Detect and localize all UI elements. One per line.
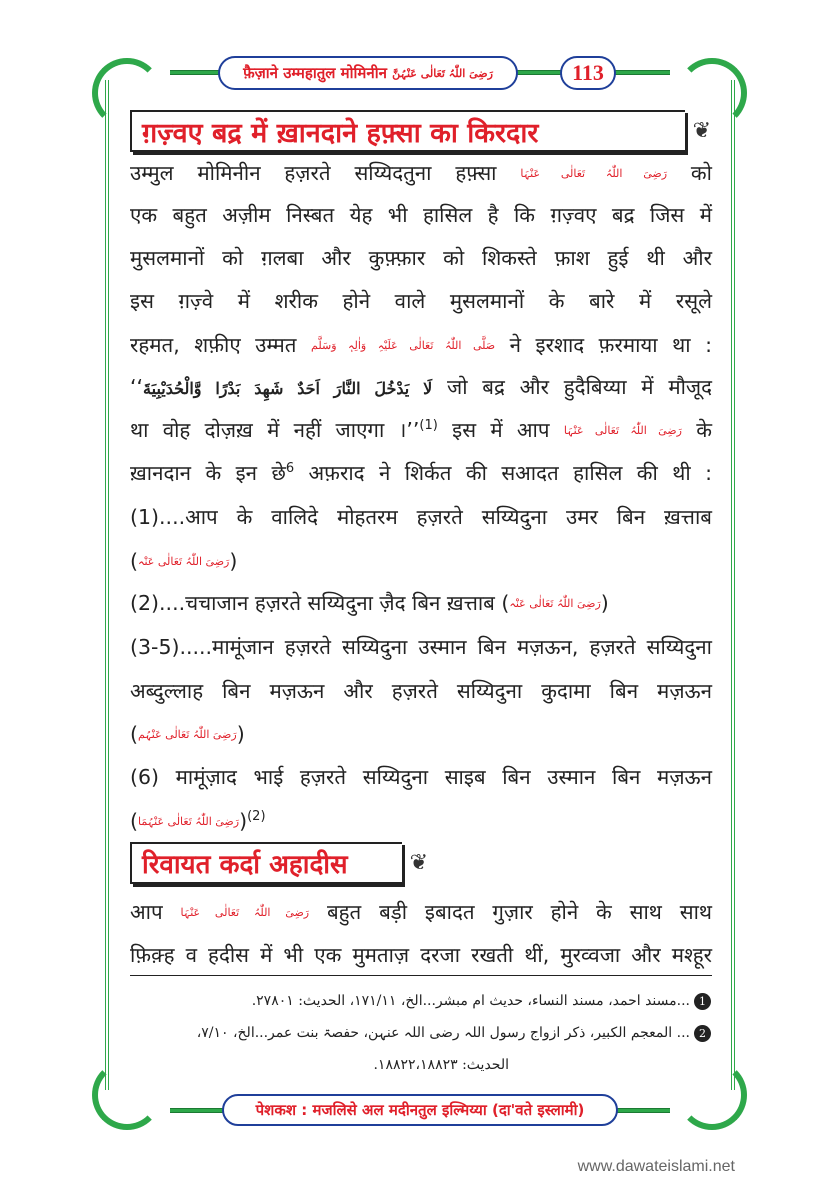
text-segment: ) [236,722,245,746]
footnote-number: 2 [694,1025,711,1042]
flourish-icon: ❦ [692,118,711,144]
section-heading-text: ग़ज़्वए बद्र में ख़ानदाने हफ़्सा का किरदार [142,117,539,149]
text-segment: ( [130,809,138,833]
footnote [252,993,711,1010]
text-segment: इस ग़ज़्वे में शरीक होने वाले मुसलमानों के बारे में रसूले [130,289,712,313]
text-segment: ( [130,549,138,573]
text-segment: ) [229,549,238,573]
text-segment: अफ़राद ने शिर्कत की सआदत हासिल की थी : [294,461,712,485]
body-text-line [130,243,712,273]
text-segment: मुसलमानों को ग़लबा और कुफ़्फ़ार को शिकस्ते फ़ाश हुई थी और [130,246,712,270]
text-segment: अब्दुल्लाह बिन मज़ऊन और हज़रते सय्यिदुना कुदामा बिन मज़ऊन [130,679,712,703]
footnote [197,1025,711,1042]
corner-ornament-icon [677,58,747,128]
body-text-line [130,200,712,230]
text-segment: (3-5).....मामूंजान हज़रते सय्यिदुना उस्मान बिन मज़ऊन, हज़रते सय्यिदुना [130,635,712,659]
body-text-line [130,458,712,488]
publisher-pill: पेशकश : मजलिसे अल मदीनतुल इल्मिय्या (दा'वते इस्लामी) [222,1094,618,1126]
text-segment: इस में आप [437,418,564,442]
body-text-line [130,415,712,445]
text-segment: (6) मामूंज़ाद भाई हज़रते सय्यिदुना साइब बिन उस्मान बिन मज़ऊन [130,765,712,789]
body-text-line [130,502,712,532]
honorific-text: رَضِیَ اللّٰہُ تَعَالٰی عَنْہُمَا [138,815,240,828]
corner-ornament-icon [677,1060,747,1130]
text-segment: (1)....आप के वालिदे मोहतरम हज़रते सय्यिदुना उमर बिन ख़त्ताब [130,505,712,529]
honorific-text: رَضِیَ اللّٰہُ تَعَالٰی عَنْہَا [563,424,682,437]
footnote-text: الحدیث: ۱۸۸۲۲،۱۸۸۲۳. [373,1057,509,1073]
text-segment: ) [600,591,609,615]
section-heading [130,842,428,884]
page-border [105,80,735,1090]
honorific-text: رَضِیَ اللّٰہُ تَعَالٰی عَنْہ [509,597,601,610]
body-text-line [130,330,712,360]
footnote-divider [130,975,712,976]
body-text-line [130,632,712,662]
body-text-line [130,588,712,618]
section-heading-text: रिवायत कर्दा अहादीस [142,850,348,880]
flourish-icon: ❦ [409,850,428,876]
footnote [373,1057,509,1073]
honorific-text: رَضِیَ اللّٰہُ تَعَالٰی عَنْہَا [180,906,310,919]
text-segment: उम्मुल मोमिनीन हज़रते सय्यिदतुना हफ़्सा [130,161,521,185]
book-title-pill [218,56,518,90]
honorific-text: رَضِیَ اللّٰہُ تَعَالٰی عَنْہُم [138,728,237,741]
honorific-text: رَضِیَ اللّٰہُ تَعَالٰی عَنْہَا [520,167,668,180]
text-segment: ने इरशाद फ़रमाया था : [495,333,712,357]
body-text-line [130,762,712,792]
text-segment: रहमत, शफ़ीए उम्मत [130,333,312,357]
text-segment: आप [130,900,181,924]
text-segment: (2)....चचाजान हज़रते सय्यिदुना ज़ैद बिन ख़त्ताब ( [130,591,510,615]
footnote-text: ... المعجم الکبیر، ذکر ازواج رسول اللہ رضی اللہ عنہن، حفصۃ بنت عمر...الخ، ۷/۱۰، [196,1025,690,1041]
body-text-line [130,719,712,749]
body-text-line [130,286,712,316]
website-watermark[interactable]: www.dawateislami.net [577,1158,735,1175]
body-text-line [130,806,712,836]
footnote-ref: 6 [285,461,295,477]
book-title-honorific: رَضِیَ اللّٰہُ تَعَالٰی عَنْہُنَّ [392,66,493,80]
footnote-text: ...مسند احمد، مسند النساء، حدیث ام مبشر...الخ، ۱۷۱/۱۱، الحدیث: ۲۷۸۰۱. [251,993,690,1009]
text-segment: था वोह दोज़ख़ में नहीं जाएगा ।’’ [130,418,420,442]
book-title: फ़ैज़ाने उम्महातुल मोमिनीन [243,64,387,82]
body-text-line [130,897,712,927]
text-segment: ( [130,722,138,746]
footnote-ref: (2) [247,809,266,825]
text-segment: को [667,161,712,185]
page-number: 113 [560,56,616,90]
body-text-line [130,158,712,188]
arabic-quote: لَا يَدْخُلَ النَّارَ اَحَدٌ شَهِدَ بَدْرًا وَّالْحُدَيْبِيَةَ [143,379,433,398]
body-text-line [130,940,712,970]
text-segment: बहुत बड़ी इबादत गुज़ार होने के साथ साथ [309,900,712,924]
section-heading [130,110,711,152]
text-segment: ) [239,809,248,833]
text-segment: ख़ानदान के इन छे [130,461,286,485]
footnote-ref: (1) [419,418,438,434]
body-text-line [130,676,712,706]
honorific-text: صَلَّی اللّٰہُ تَعَالٰی عَلَیْہِ وَاٰلِہٖ وَسَلَّم [311,339,496,352]
corner-ornament-icon [92,1060,162,1130]
honorific-text: رَضِیَ اللّٰہُ تَعَالٰی عَنْہ [138,555,230,568]
body-text-line [130,546,712,576]
footnote-number: 1 [694,993,711,1010]
text-segment: एक बहुत अज़ीम निस्बत येह भी हासिल है कि ग़ज़्वए बद्र जिस में [130,203,712,227]
text-segment: ‘‘ [130,375,144,399]
text-segment: फ़िक़्ह व हदीस में भी एक मुमताज़ दरजा रखती थीं, मुरव्वजा और मश्हूर [130,943,712,967]
body-text-line [130,372,712,402]
text-segment: के [681,418,713,442]
text-segment: जो बद्र और हुदैबिय्या में मौजूद [432,375,712,399]
